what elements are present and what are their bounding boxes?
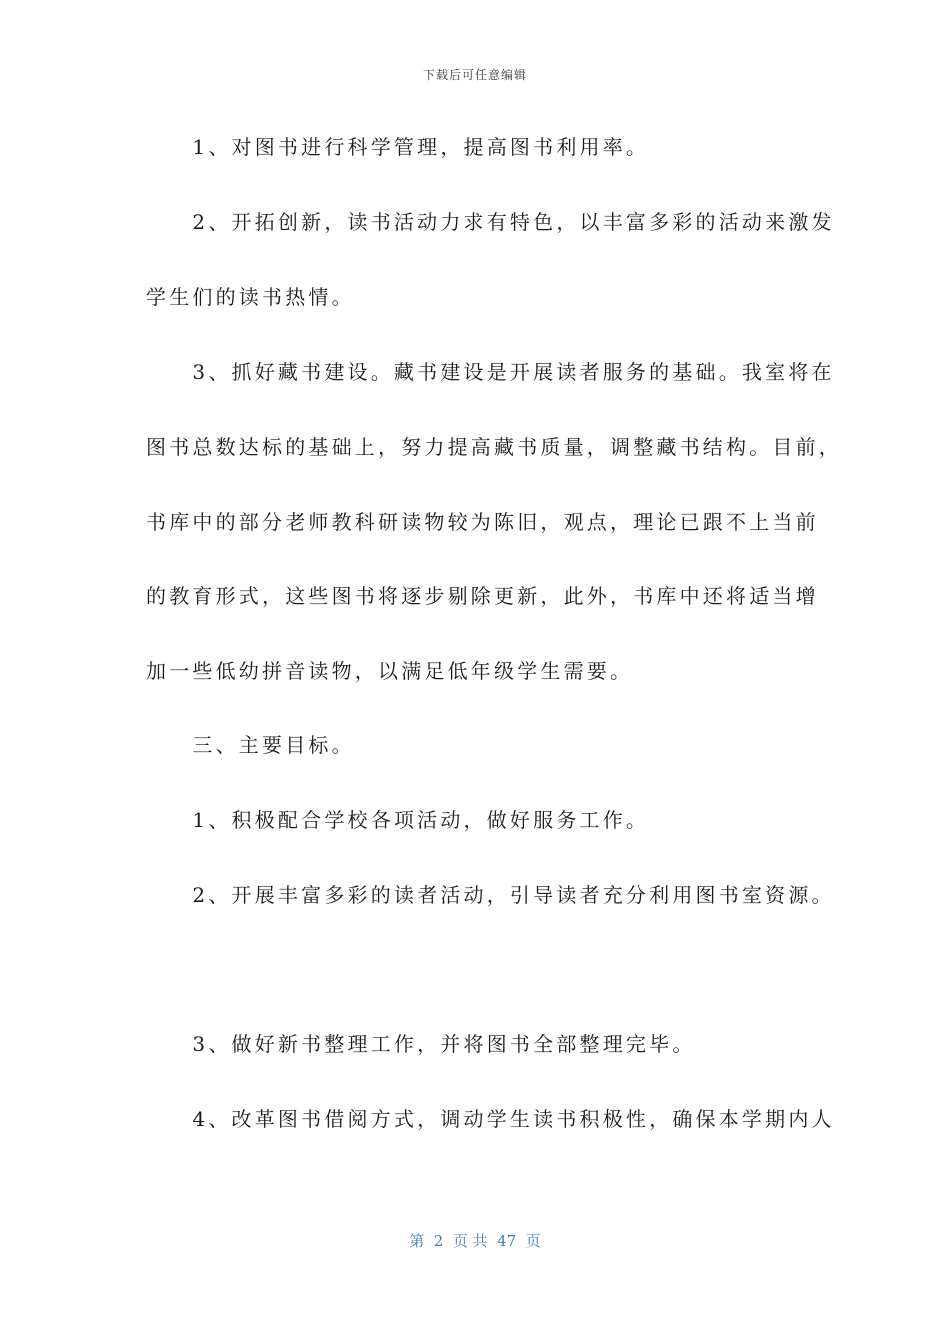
paragraph-line: 2、开展丰富多彩的读者活动，引导读者充分利用图书室资源。 xyxy=(146,883,835,907)
paragraph-line: 图书总数达标的基础上，努力提高藏书质量，调整藏书结构。目前， xyxy=(146,435,842,459)
paragraph-line: 加一些低幼拼音读物，以满足低年级学生需要。 xyxy=(146,659,634,683)
paragraph-line: 1、积极配合学校各项活动，做好服务工作。 xyxy=(146,808,650,832)
paragraph-line: 1、对图书进行科学管理，提高图书利用率。 xyxy=(146,135,650,159)
page-footer: 第 2 页 共 47 页 xyxy=(409,1232,541,1250)
paragraph-line: 3、抓好藏书建设。藏书建设是开展读者服务的基础。我室将在 xyxy=(146,360,835,384)
paragraph-line: 2、开拓创新，读书活动力求有特色，以丰富多彩的活动来激发 xyxy=(146,210,835,234)
paragraph-line: 的教育形式，这些图书将逐步剔除更新，此外，书库中还将适当增 xyxy=(146,584,819,608)
page-header: 下载后可任意编辑 xyxy=(422,68,527,82)
paragraph-line: 书库中的部分老师教科研读物较为陈旧，观点，理论已跟不上当前 xyxy=(146,510,819,534)
section-heading: 三、主要目标。 xyxy=(146,733,355,757)
paragraph-line: 4、改革图书借阅方式，调动学生读书积极性，确保本学期内人 xyxy=(146,1107,835,1131)
paragraph-line: 学生们的读书热情。 xyxy=(146,285,355,309)
paragraph-line: 3、做好新书整理工作，并将图书全部整理完毕。 xyxy=(146,1032,696,1056)
